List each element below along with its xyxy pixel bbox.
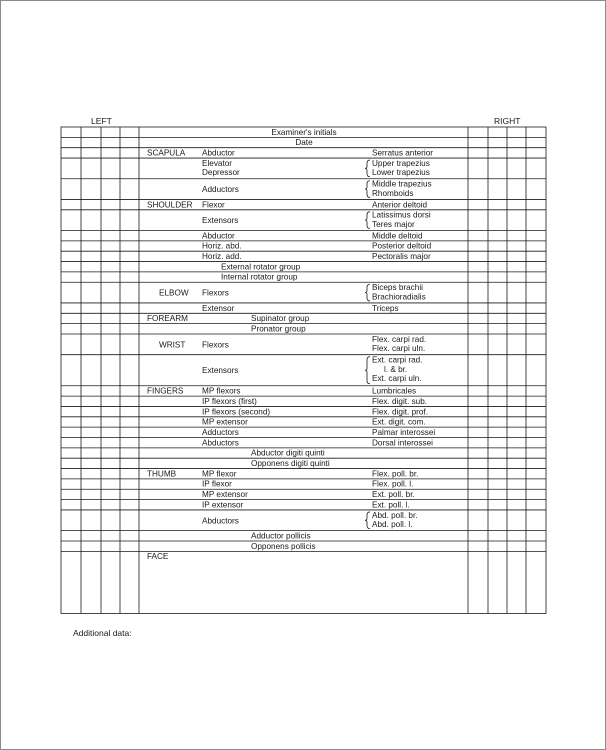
header-row-label: Date	[295, 138, 313, 148]
movement-label: MP extensor	[202, 490, 248, 500]
muscle-group-label: External rotator group	[221, 262, 301, 272]
region-label: FACE	[147, 552, 169, 562]
movement-label: MP flexors	[202, 386, 241, 396]
muscle-label: Flex. poll. br.	[372, 469, 419, 479]
movement-label: Extensors	[202, 366, 239, 376]
muscle-label: Abd. poll. l.	[372, 520, 413, 530]
muscle-label: l. & br.	[384, 364, 408, 374]
movement-label: IP extensor	[202, 500, 244, 510]
brace-mark	[365, 284, 370, 301]
movement-label: MP flexor	[202, 469, 237, 479]
muscle-group-label: Opponens pollicis	[251, 541, 316, 551]
muscle-label: Brachioradialis	[372, 292, 426, 302]
movement-label: Horiz. abd.	[202, 241, 242, 251]
brace-mark	[365, 512, 370, 529]
muscle-label: Palmar interossei	[372, 427, 436, 437]
muscle-label: Teres major	[372, 219, 415, 229]
muscle-label: Flex. carpi rad.	[372, 334, 427, 344]
movement-label: Abductors	[202, 438, 239, 448]
movement-label: Flexors	[202, 340, 229, 350]
muscle-label: Anterior deltoid	[372, 200, 428, 210]
muscle-label: Ext. poll. br.	[372, 490, 415, 500]
region-label: THUMB	[147, 469, 177, 479]
muscle-label: Middle trapezius	[372, 179, 432, 189]
region-label: SHOULDER	[147, 200, 193, 210]
muscle-group-label: Adductor pollicis	[251, 531, 311, 541]
movement-label: IP flexors (first)	[202, 396, 257, 406]
movement-label: Extensor	[202, 303, 235, 313]
muscle-label: Abd. poll. br.	[372, 510, 418, 520]
muscle-group-label: Abductor digiti quinti	[251, 448, 325, 458]
muscle-label: Ext. digit. com.	[372, 417, 426, 427]
region-label: FINGERS	[147, 386, 184, 396]
muscle-group-label: Supinator group	[251, 314, 310, 324]
movement-label: Adductors	[202, 185, 239, 195]
muscle-label: Latissimus dorsi	[372, 210, 431, 220]
movement-label: Depressor	[202, 168, 240, 178]
muscle-label: Serratus anterior	[372, 148, 433, 158]
muscle-label: Upper trapezius	[372, 158, 430, 168]
movement-label: Abductor	[202, 148, 235, 158]
brace-mark	[365, 212, 370, 229]
movement-label: Adductors	[202, 427, 239, 437]
brace-mark	[365, 357, 370, 384]
left-side-header: LEFT	[91, 116, 112, 126]
header-row-label: Examiner's initials	[271, 127, 337, 137]
muscle-group-label: Opponens digiti quinti	[251, 459, 330, 468]
muscle-group-label: Internal rotator group	[221, 272, 298, 282]
additional-data-label: Additional data:	[73, 628, 132, 638]
movement-label: Elevator	[202, 158, 233, 168]
muscle-label: Posterior deltoid	[372, 241, 432, 251]
movement-label: Flexors	[202, 288, 229, 298]
movement-label: MP extensor	[202, 417, 248, 427]
muscle-label: Lumbricales	[372, 386, 417, 396]
region-label: ELBOW	[159, 288, 189, 298]
muscle-label: Flex. carpi uln.	[372, 344, 426, 354]
movement-label: Flexor	[202, 200, 225, 210]
region-label: WRIST	[159, 340, 186, 350]
movement-label: Horiz. add.	[202, 252, 242, 261]
movement-label: Extensors	[202, 216, 239, 226]
movement-label: IP flexors (second)	[202, 407, 271, 417]
muscle-label: Dorsal interossei	[372, 438, 433, 448]
muscle-label: Ext. carpi uln.	[372, 374, 422, 384]
region-label: FOREARM	[147, 314, 188, 324]
muscle-label: Lower trapezius	[372, 168, 430, 178]
muscle-label: Biceps brachii	[372, 283, 423, 293]
region-label: SCAPULA	[147, 148, 186, 158]
muscle-label: Flex. digit. prof.	[372, 407, 428, 417]
muscle-label: Pectoralis major	[372, 252, 431, 261]
brace-mark	[365, 160, 370, 177]
muscle-label: Flex. poll. l.	[372, 479, 414, 489]
muscle-label: Ext. poll. l.	[372, 500, 410, 510]
right-side-header: RIGHT	[494, 116, 521, 126]
muscle-label: Middle deltoid	[372, 231, 423, 241]
muscle-group-label: Pronator group	[251, 324, 306, 334]
movement-label: Abductors	[202, 516, 239, 526]
table-frame	[61, 127, 546, 613]
muscle-label: Flex. digit. sub.	[372, 396, 428, 406]
muscle-label: Ext. carpi rad.	[372, 355, 423, 365]
muscle-label: Triceps	[372, 303, 399, 313]
movement-label: IP flexor	[202, 479, 232, 489]
muscle-label: Rhomboids	[372, 188, 414, 198]
movement-label: Abductor	[202, 231, 235, 241]
brace-mark	[365, 181, 370, 198]
